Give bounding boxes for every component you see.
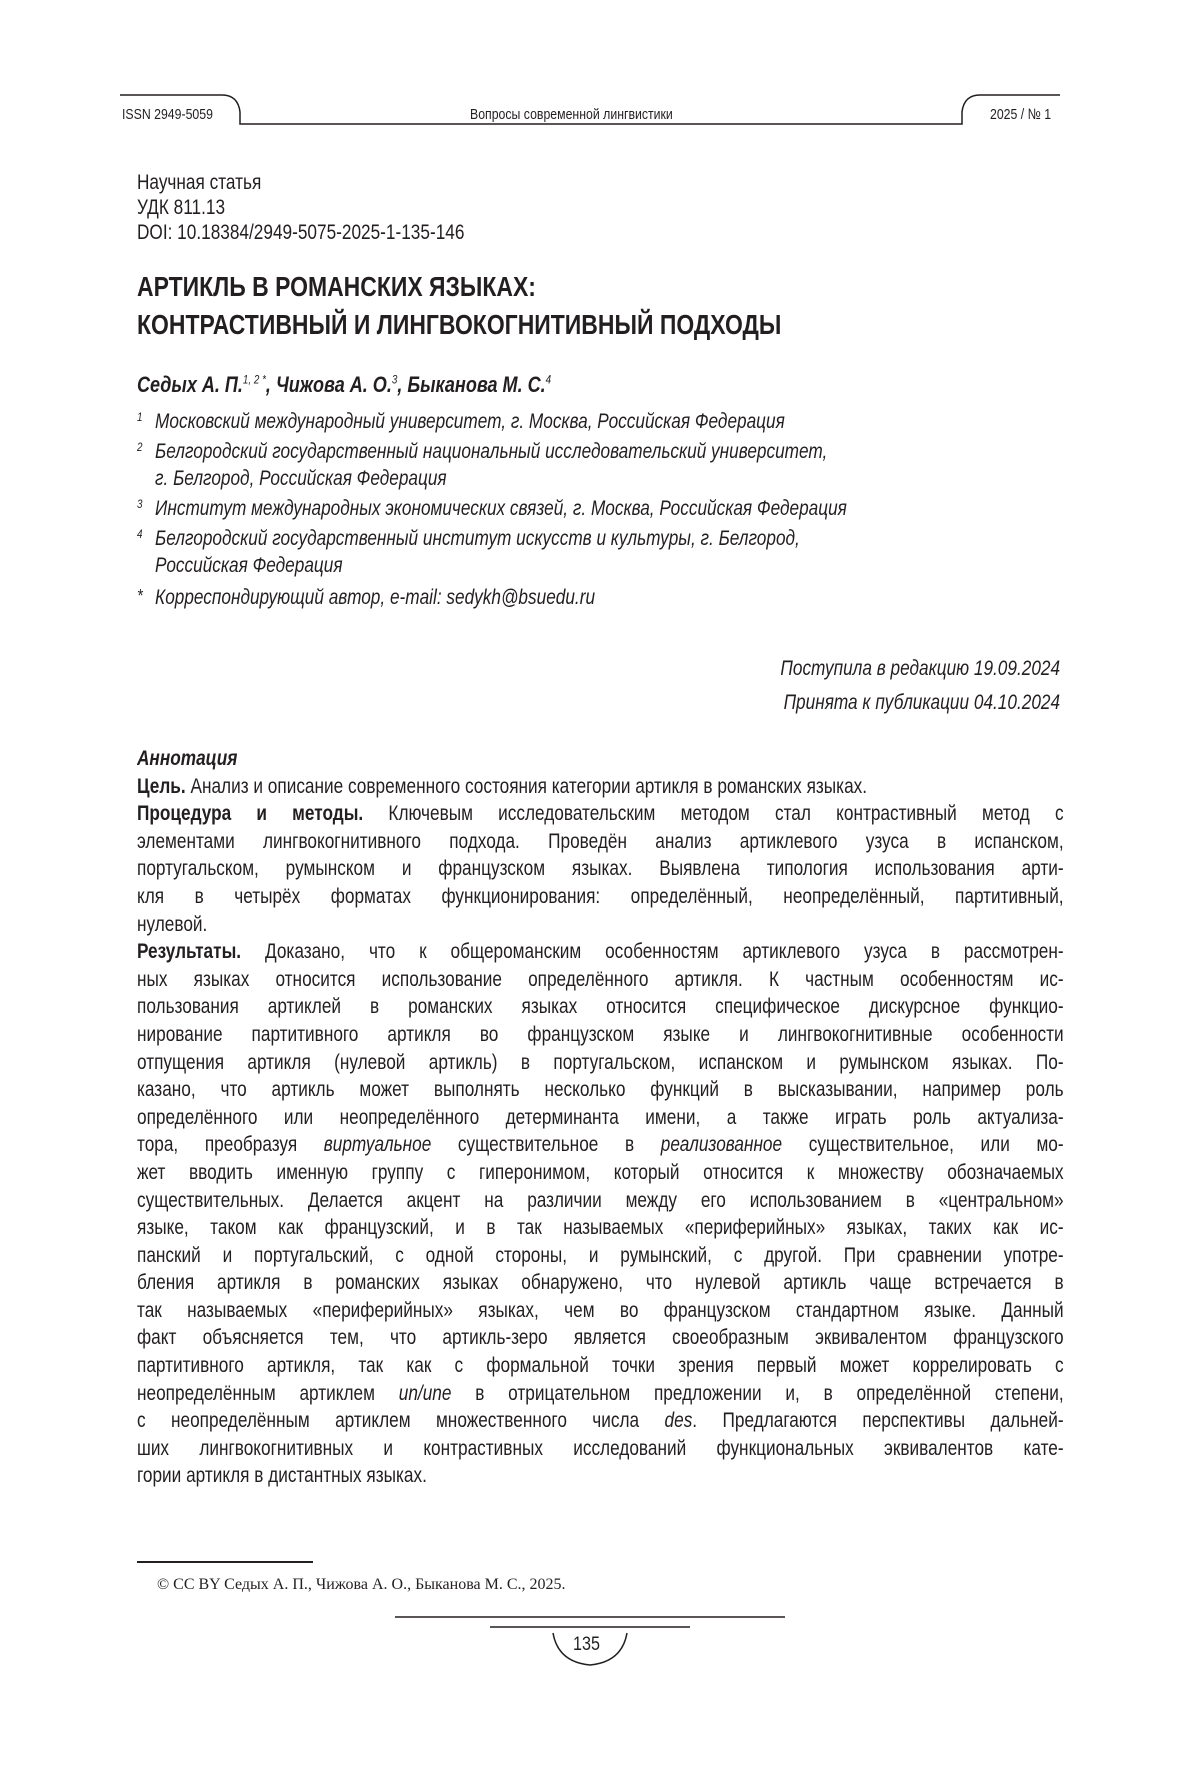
line-text: ших лингвокогнитивных и контрастивных исследований функциональных эквивалентов кате- [137, 1437, 1064, 1460]
title-line: АРТИКЛЬ В РОМАНСКИХ ЯЗЫКАХ: [137, 268, 781, 306]
author-name: , Чижова А. О. [266, 372, 392, 397]
line-text: отпущения артикля (нулевой артикль) в португальском, испанском и румынском языках. По- [137, 1051, 1064, 1074]
corresponding-author [137, 586, 595, 610]
abstract-line [137, 911, 1064, 939]
line-text: гории артикля в дистантных языках. [137, 1464, 427, 1487]
line-text: ных языках относится использование определённого артикля. К частным особенностям ис- [137, 968, 1064, 991]
line-text: пользования артиклей в романских языках относится специфическое дискурсное функцио- [137, 995, 1064, 1018]
line-text: определённого или неопределённого детерминанта имени, а также играть роль актуализа- [137, 1106, 1064, 1129]
authors [137, 372, 551, 398]
abstract-line [137, 1242, 1064, 1270]
abstract-line [137, 1159, 1064, 1187]
affiliation [137, 527, 800, 551]
abstract-line [137, 1297, 1064, 1325]
affiliation-text: Российская Федерация [155, 554, 342, 577]
issue-number: 2025 / № 1 [990, 106, 1051, 123]
abstract-line [137, 828, 1064, 856]
abstract-line [137, 883, 1064, 911]
abstract-line [137, 1435, 1064, 1463]
udc: УДК 811.13 [137, 195, 225, 220]
page-number-frame [0, 1600, 1200, 1680]
affiliation-text: Институт международных экономических связей, г. Москва, Российская Федерация [155, 497, 847, 520]
title-line: КОНТРАСТИВНЫЙ И ЛИНГВОКОГНИТИВНЫЙ ПОДХОДЫ [137, 306, 781, 344]
line-text: существительное, или мо- [782, 1133, 1064, 1156]
doi: DOI: 10.18384/2949-5075-2025-1-135-146 [137, 220, 464, 245]
abstract-line [137, 800, 1064, 828]
received-date: Поступила в редакцию 19.09.2024 [780, 652, 1060, 686]
line-text: существительных. Делается акцент на различии между его использованием в «центральном» [137, 1189, 1064, 1212]
issn: ISSN 2949-5059 [122, 106, 213, 123]
line-text: факт объясняется тем, что артикль-зеро является своеобразным эквивалентом французского [137, 1326, 1064, 1349]
abstract-line [137, 938, 1064, 966]
abstract-line [137, 1187, 1064, 1215]
line-text: неопределённым артиклем [137, 1382, 399, 1405]
line-text: существительное в [431, 1133, 660, 1156]
line-text: . Предлагаются перспективы дальней- [692, 1409, 1063, 1432]
emphasis-text: виртуальное [324, 1133, 432, 1156]
abstract-line [137, 993, 1064, 1021]
line-text: элементами лингвокогнитивного подхода. Проведён анализ артиклевого узуса в испанском, [137, 830, 1064, 853]
author-name: Седых А. П. [137, 372, 243, 397]
line-text: бления артикля в романских языках обнаружено, что нулевой артикль чаще встречается в [137, 1271, 1064, 1294]
affiliation-number: 3 [137, 497, 155, 511]
author-name: , Быканова М. С. [397, 372, 545, 397]
author-affiliation-marks: 4 [546, 373, 551, 387]
line-text: нулевой. [137, 913, 207, 936]
affiliation-continued [137, 554, 343, 578]
abstract-line [137, 1049, 1064, 1077]
line-text: с неопределённым артиклем множественного числа [137, 1409, 665, 1432]
emphasis-text: un/une [399, 1382, 452, 1405]
line-text: тора, преобразуя [137, 1133, 324, 1156]
section-label: Результаты. [137, 940, 241, 963]
line-text: португальском, румынском и французском языках. Выявлена типология использования арти- [137, 857, 1064, 880]
line-text: так называемых «периферийных» языках, чем во французском стандартном языке. Данный [137, 1299, 1064, 1322]
emphasis-text: des [665, 1409, 693, 1432]
line-text: панский и португальский, с одной стороны, и румынский, с другой. При сравнении употре- [137, 1244, 1064, 1267]
asterisk: * [137, 586, 155, 607]
affiliation-text: г. Белгород, Российская Федерация [155, 467, 447, 490]
abstract-line [137, 1380, 1064, 1408]
publication-dates [780, 652, 1060, 720]
article-type: Научная статья [137, 170, 261, 195]
abstract-line [137, 1131, 1064, 1159]
abstract-line [137, 1324, 1064, 1352]
section-label: Цель. [137, 775, 186, 798]
journal-title: Вопросы современной лингвистики [470, 106, 673, 123]
line-text: в отрицательном предложении и, в определённой степени, [451, 1382, 1063, 1405]
emphasis-text: реализованное [661, 1133, 782, 1156]
line-text: кля в четырёх форматах функционирования: определённый, неопределённый, партитивный, [137, 885, 1064, 908]
line-text: Ключевым исследовательским методом стал контрастивный метод с [363, 802, 1063, 825]
section-label: Процедура и методы. [137, 802, 363, 825]
abstract [137, 745, 1064, 1490]
affiliation [137, 410, 785, 434]
affiliation-text: Белгородский государственный национальный исследовательский университет, [155, 440, 827, 463]
abstract-line [137, 1104, 1064, 1132]
abstract-line [137, 1352, 1064, 1380]
abstract-line [137, 1462, 1064, 1490]
abstract-line [137, 1214, 1064, 1242]
affiliation [137, 497, 847, 521]
abstract-line [137, 966, 1064, 994]
affiliation-continued [137, 467, 447, 491]
article-title [137, 268, 781, 344]
affiliation-number: 2 [137, 440, 155, 454]
author-affiliation-marks: 1, 2 * [243, 373, 266, 387]
affiliation-number: 1 [137, 410, 155, 424]
author-affiliation-marks: 3 [392, 373, 397, 387]
abstract-line [137, 1076, 1064, 1104]
affiliation-text: Московский международный университет, г. Москва, Российская Федерация [155, 410, 785, 433]
affiliation-number: 4 [137, 527, 155, 541]
affiliation [137, 440, 827, 464]
page-number: 135 [573, 1634, 600, 1656]
line-text: партитивного артикля, так как с формальной точки зрения первый может коррелировать с [137, 1354, 1064, 1377]
line-text: нирование партитивного артикля во французском языке и лингвокогнитивные особенности [137, 1023, 1064, 1046]
line-text: казано, что артикль может выполнять несколько функций в высказывании, например роль [137, 1078, 1064, 1101]
line-text: жет вводить именную группу с гиперонимом, который относится к множеству обозначаемых [137, 1161, 1064, 1184]
footnote-divider [137, 1561, 313, 1563]
line-text: Доказано, что к общероманским особенностям артиклевого узуса в рассмотрен- [241, 940, 1064, 963]
line-text: Анализ и описание современного состояния категории артикля в романских языках. [186, 775, 867, 798]
abstract-body [137, 773, 1064, 1490]
affiliation-text: Корреспондирующий автор, e-mail: sedykh@bsuedu.ru [155, 586, 595, 609]
abstract-line [137, 855, 1064, 883]
abstract-line [137, 773, 1064, 801]
abstract-line [137, 1407, 1064, 1435]
copyright-footnote: © CC BY Седых А. П., Чижова А. О., Быканова М. С., 2025. [157, 1576, 566, 1594]
affiliation-text: Белгородский государственный институт искусств и культуры, г. Белгород, [155, 527, 800, 550]
abstract-heading: Аннотация [137, 745, 1064, 773]
accepted-date: Принята к публикации 04.10.2024 [780, 686, 1060, 720]
abstract-line [137, 1021, 1064, 1049]
abstract-line [137, 1269, 1064, 1297]
line-text: языке, таком как французский, и в так называемых «периферийных» языках, таких как ис- [137, 1216, 1064, 1239]
